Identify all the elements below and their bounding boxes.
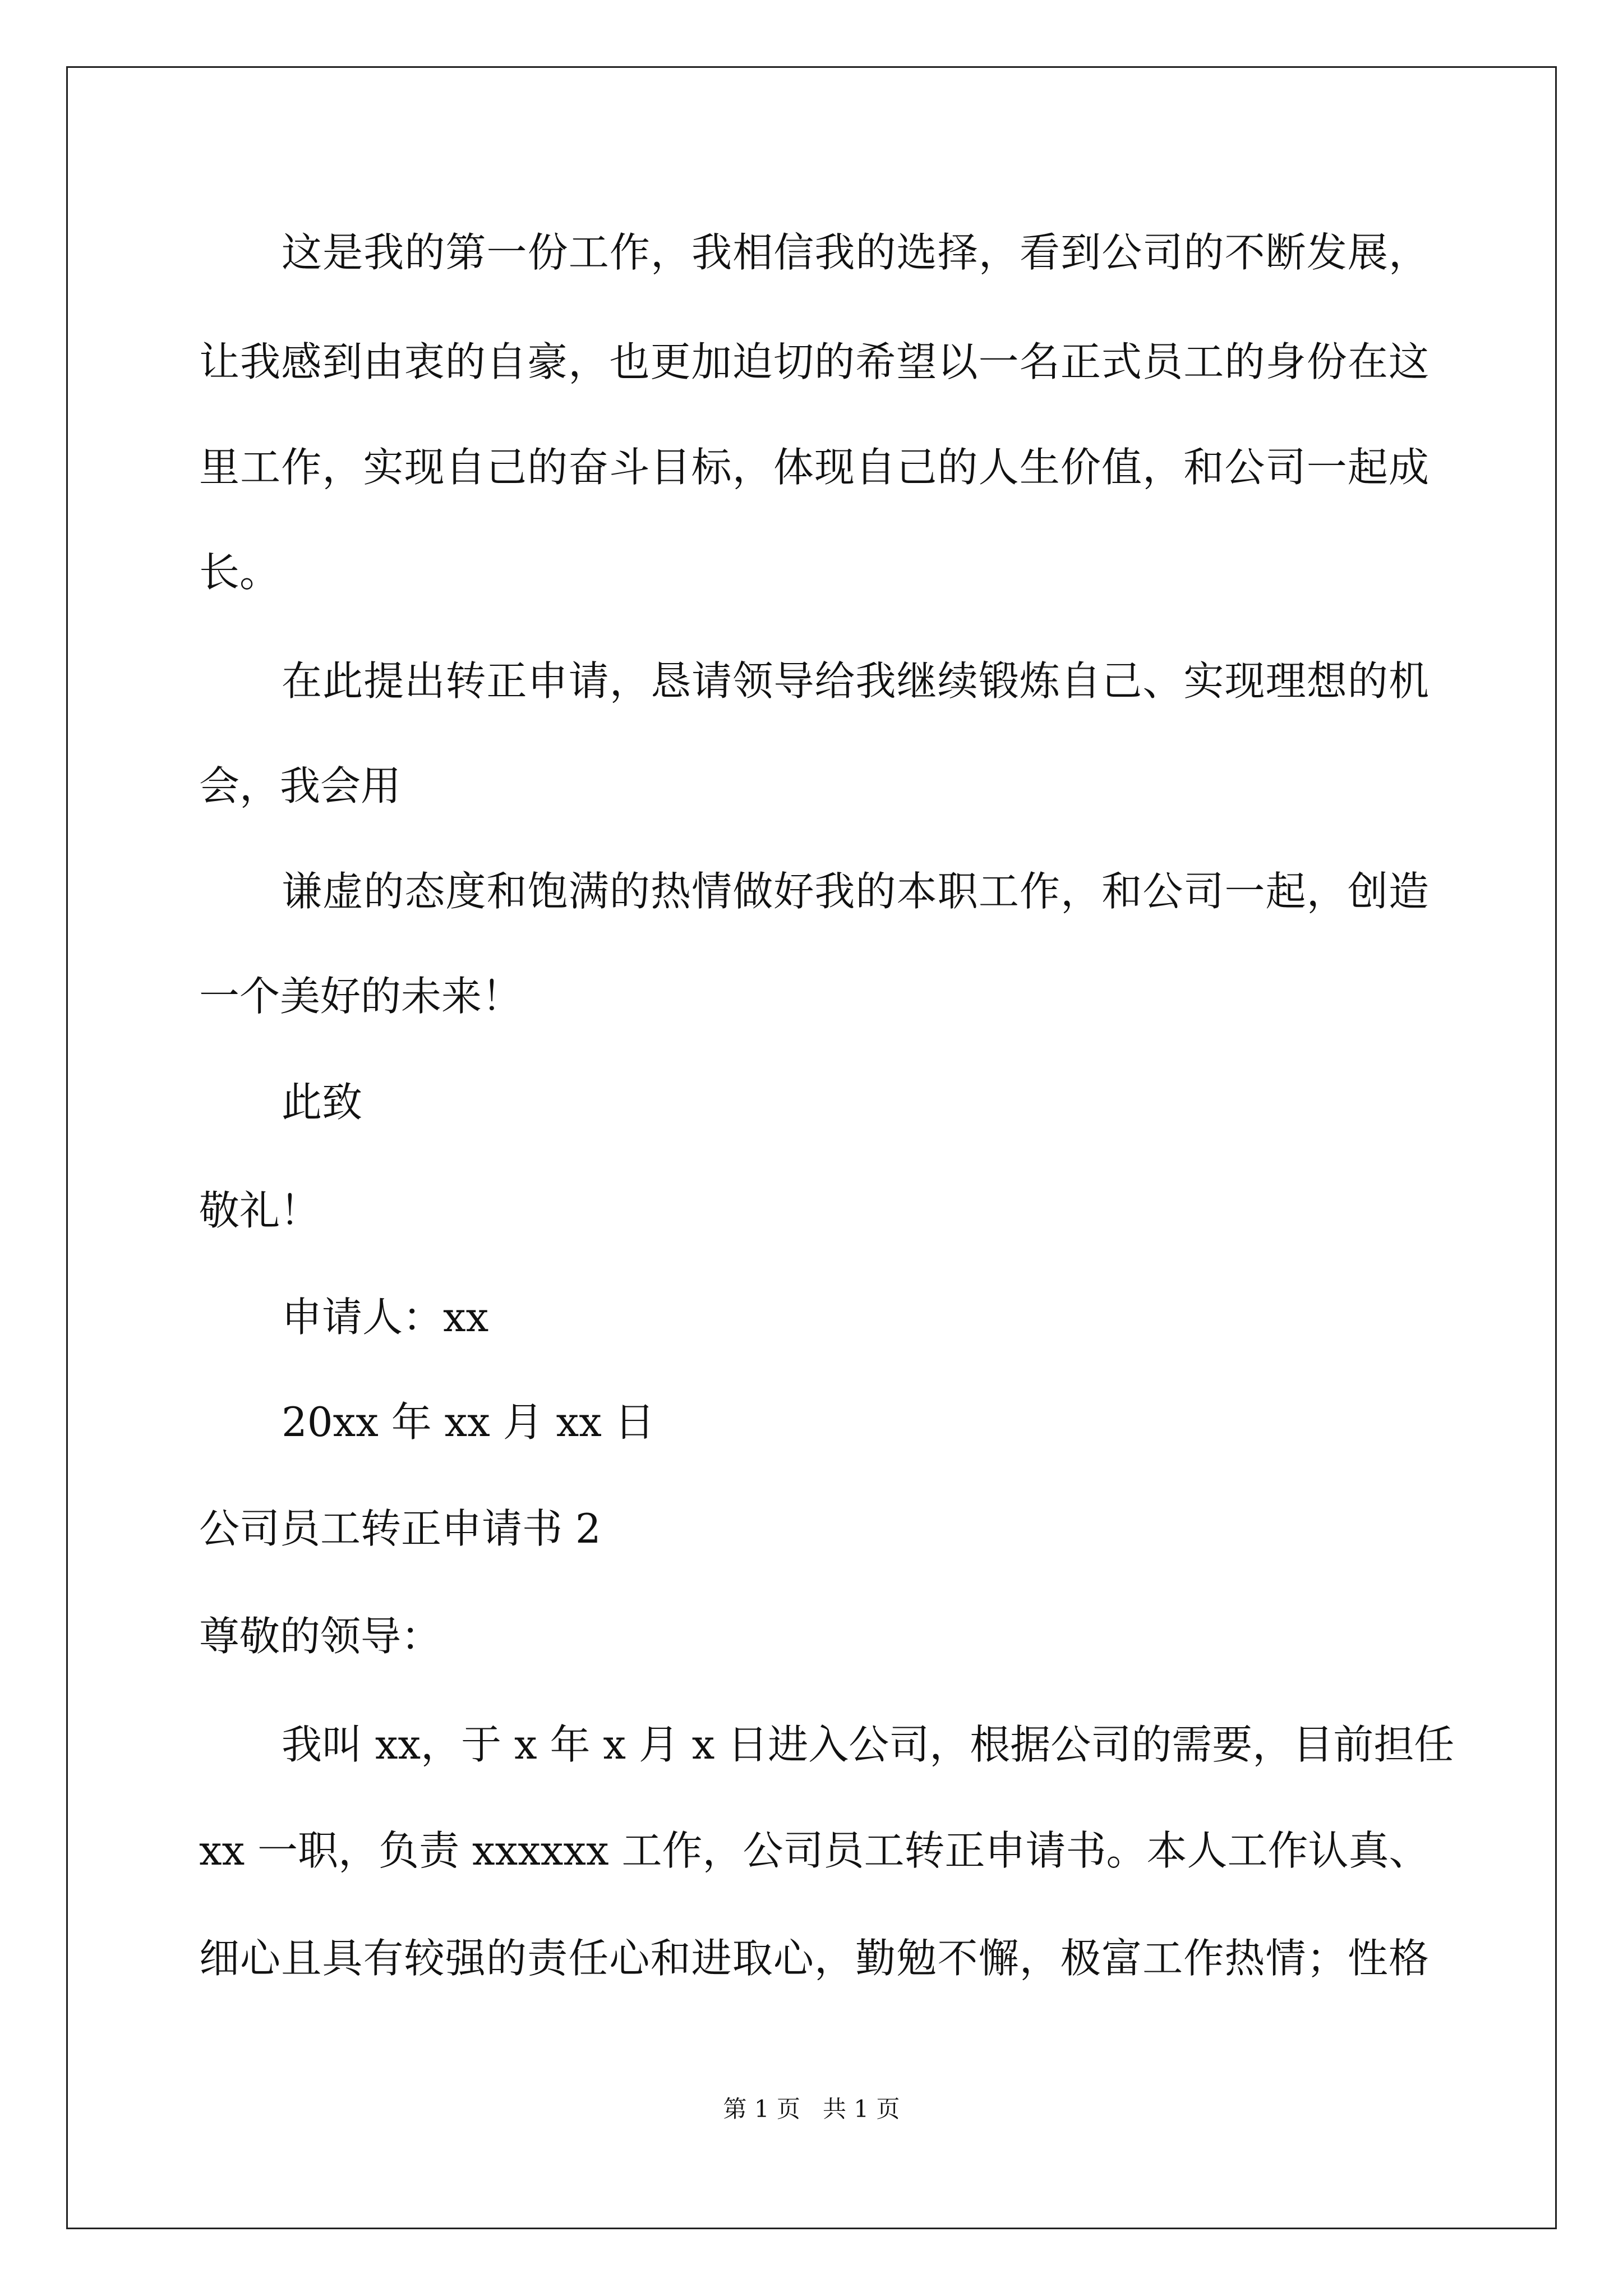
paragraph-line: 会，我会用 bbox=[199, 762, 402, 809]
section-title: 公司员工转正申请书 2 bbox=[199, 1505, 601, 1552]
paragraph-line: 细心且具有较强的责任心和进取心，勤勉不懈，极富工作热情；性格 bbox=[199, 1935, 1429, 1982]
paragraph-line: 在此提出转正申请，恳请领导给我继续锻炼自己、实现理想的机 bbox=[282, 657, 1429, 705]
paragraph-line: 里工作，实现自己的奋斗目标，体现自己的人生价值，和公司一起成 bbox=[199, 444, 1429, 491]
paragraph-line: 这是我的第一份工作，我相信我的选择，看到公司的不断发展， bbox=[282, 229, 1429, 276]
applicant-line: 申请人：xx bbox=[282, 1294, 489, 1341]
closing-salutation: 此致 bbox=[282, 1079, 363, 1126]
paragraph-line: 我叫 xx，于 x 年 x 月 x 日进入公司，根据公司的需要，目前担任 bbox=[282, 1721, 1455, 1768]
paragraph-line: xx 一职，负责 xxxxxx 工作，公司员工转正申请书。本人工作认真、 bbox=[199, 1827, 1430, 1874]
date-line: 20xx 年 xx 月 xx 日 bbox=[282, 1398, 655, 1446]
greeting-line: 尊敬的领导： bbox=[199, 1613, 442, 1660]
paragraph-line: 一个美好的未来！ bbox=[199, 973, 523, 1020]
page-border bbox=[66, 66, 1557, 2229]
page-footer: 第 1 页 共 1 页 bbox=[723, 2095, 900, 2123]
paragraph-line: 让我感到由衷的自豪，也更加迫切的希望以一名正式员工的身份在这 bbox=[199, 338, 1429, 385]
paragraph-line: 长。 bbox=[199, 549, 280, 596]
closing-regards: 敬礼！ bbox=[199, 1187, 321, 1234]
paragraph-line: 谦虚的态度和饱满的热情做好我的本职工作，和公司一起，创造 bbox=[282, 868, 1429, 915]
